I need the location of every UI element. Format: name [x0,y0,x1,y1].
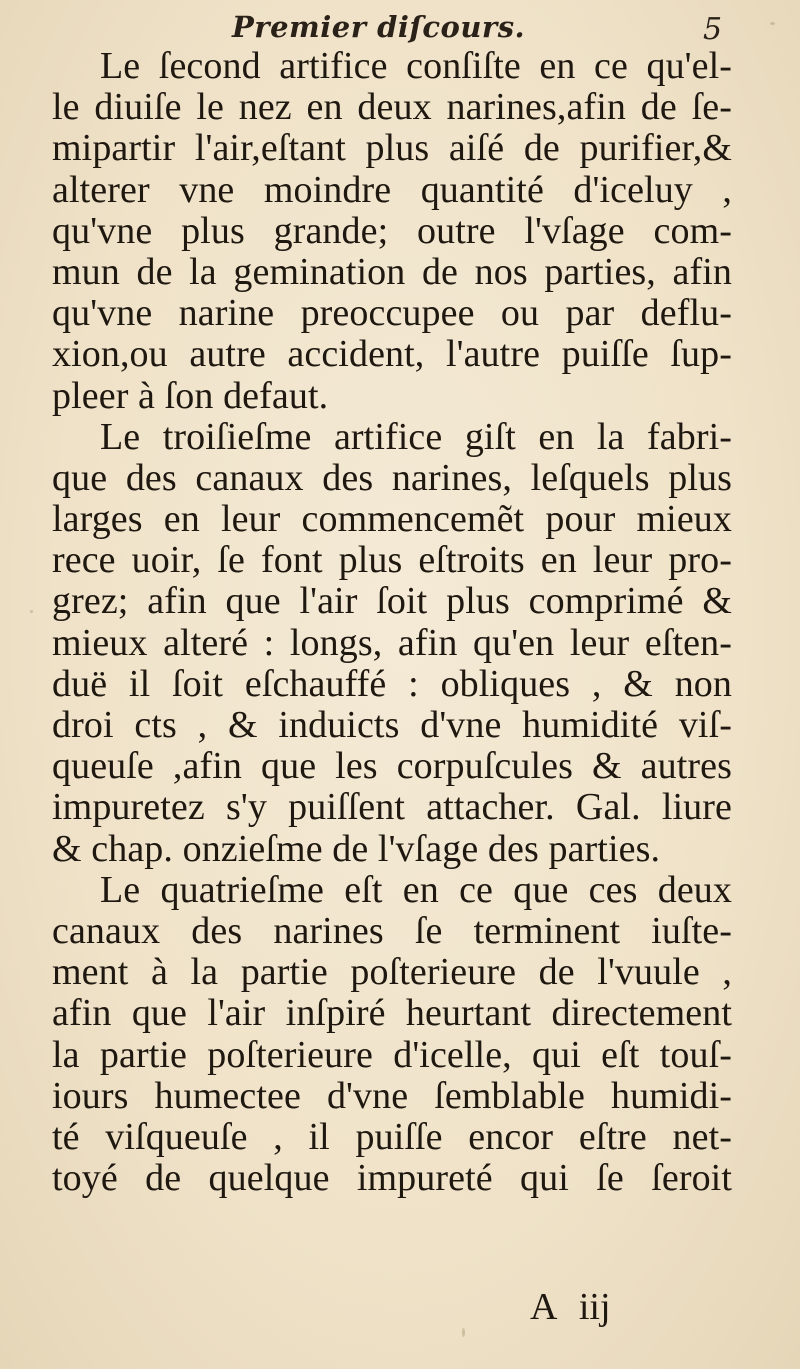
text-line: que des canaux des narines, leſquels plus [52,456,732,499]
text-line: qu'vne narine preoccupee ou par deflu- [52,292,732,335]
text-line: Le ſecond artifice conſiſte en ce qu'el- [100,45,732,87]
text-line: mun de la gemination de nos parties, afin [52,250,732,293]
text-line: & chap. onzieſme de l'vſage des parties. [52,827,661,870]
paper-speck [30,610,33,613]
text-line: le diuiſe le nez en deux narines,afin de ſe- [52,86,732,129]
text-line: canaux des narines ſe terminent iuſte- [52,909,732,952]
text-line: droi cts , & induicts d'vne humidité viſ- [52,704,732,746]
text-line: Le troiſieſme artifice giſt en la fabri- [100,415,732,458]
text-line: ment à la partie poſterieure de l'vuule , [52,951,732,994]
signature-mark: A iij [530,1286,611,1328]
text-line: afin que l'air inſpiré heurtant directement [52,992,732,1035]
text-line: Le quatrieſme eſt en ce que ces deux [100,868,732,911]
running-head: Premier diſcours. [232,10,526,44]
text-line: queuſe ,afin que les corpuſcules & autres [52,745,732,788]
text-line: mipartir l'air,eſtant plus aiſé de purifier,& [52,127,732,170]
text-line: grez; afin que l'air ſoit plus comprimé & [52,580,732,623]
paragraph-1 [52,46,732,417]
text-line: alterer vne moindre quantité d'iceluy , [52,168,732,211]
text-line: qu'vne plus grande; outre l'vſage com- [52,209,732,252]
text-line: duë il ſoit eſchauffé : obliques , & non [52,662,732,705]
text-line: xion,ou autre accident, l'autre puiſſe ſup- [52,333,732,376]
paragraph-3 [52,870,732,1200]
text-line: la partie poſterieure d'icelle, qui eſt touſ- [52,1033,732,1076]
text-line: pleer à ſon defaut. [52,374,329,417]
page-number: 5 [703,12,723,47]
text-line: toyé de quelque impureté qui ſe ſeroit [52,1157,732,1200]
text-line: larges en leur commencemẽt pour mieux [52,498,732,541]
paper-speck [462,1328,465,1337]
text-line: té viſqueuſe , il puiſſe encor eſtre net- [52,1115,732,1158]
body-text [52,46,732,1199]
paragraph-2 [52,417,732,870]
text-line: impuretez s'y puiſſent attacher. Gal. liure [52,786,732,829]
paper-speck [770,22,775,25]
text-line: iours humectee d'vne ſemblable humidi- [52,1074,732,1117]
text-line: mieux alteré : longs, afin qu'en leur eſten- [52,621,732,664]
text-line: rece uoir, ſe font plus eſtroits en leur pro- [52,539,732,582]
